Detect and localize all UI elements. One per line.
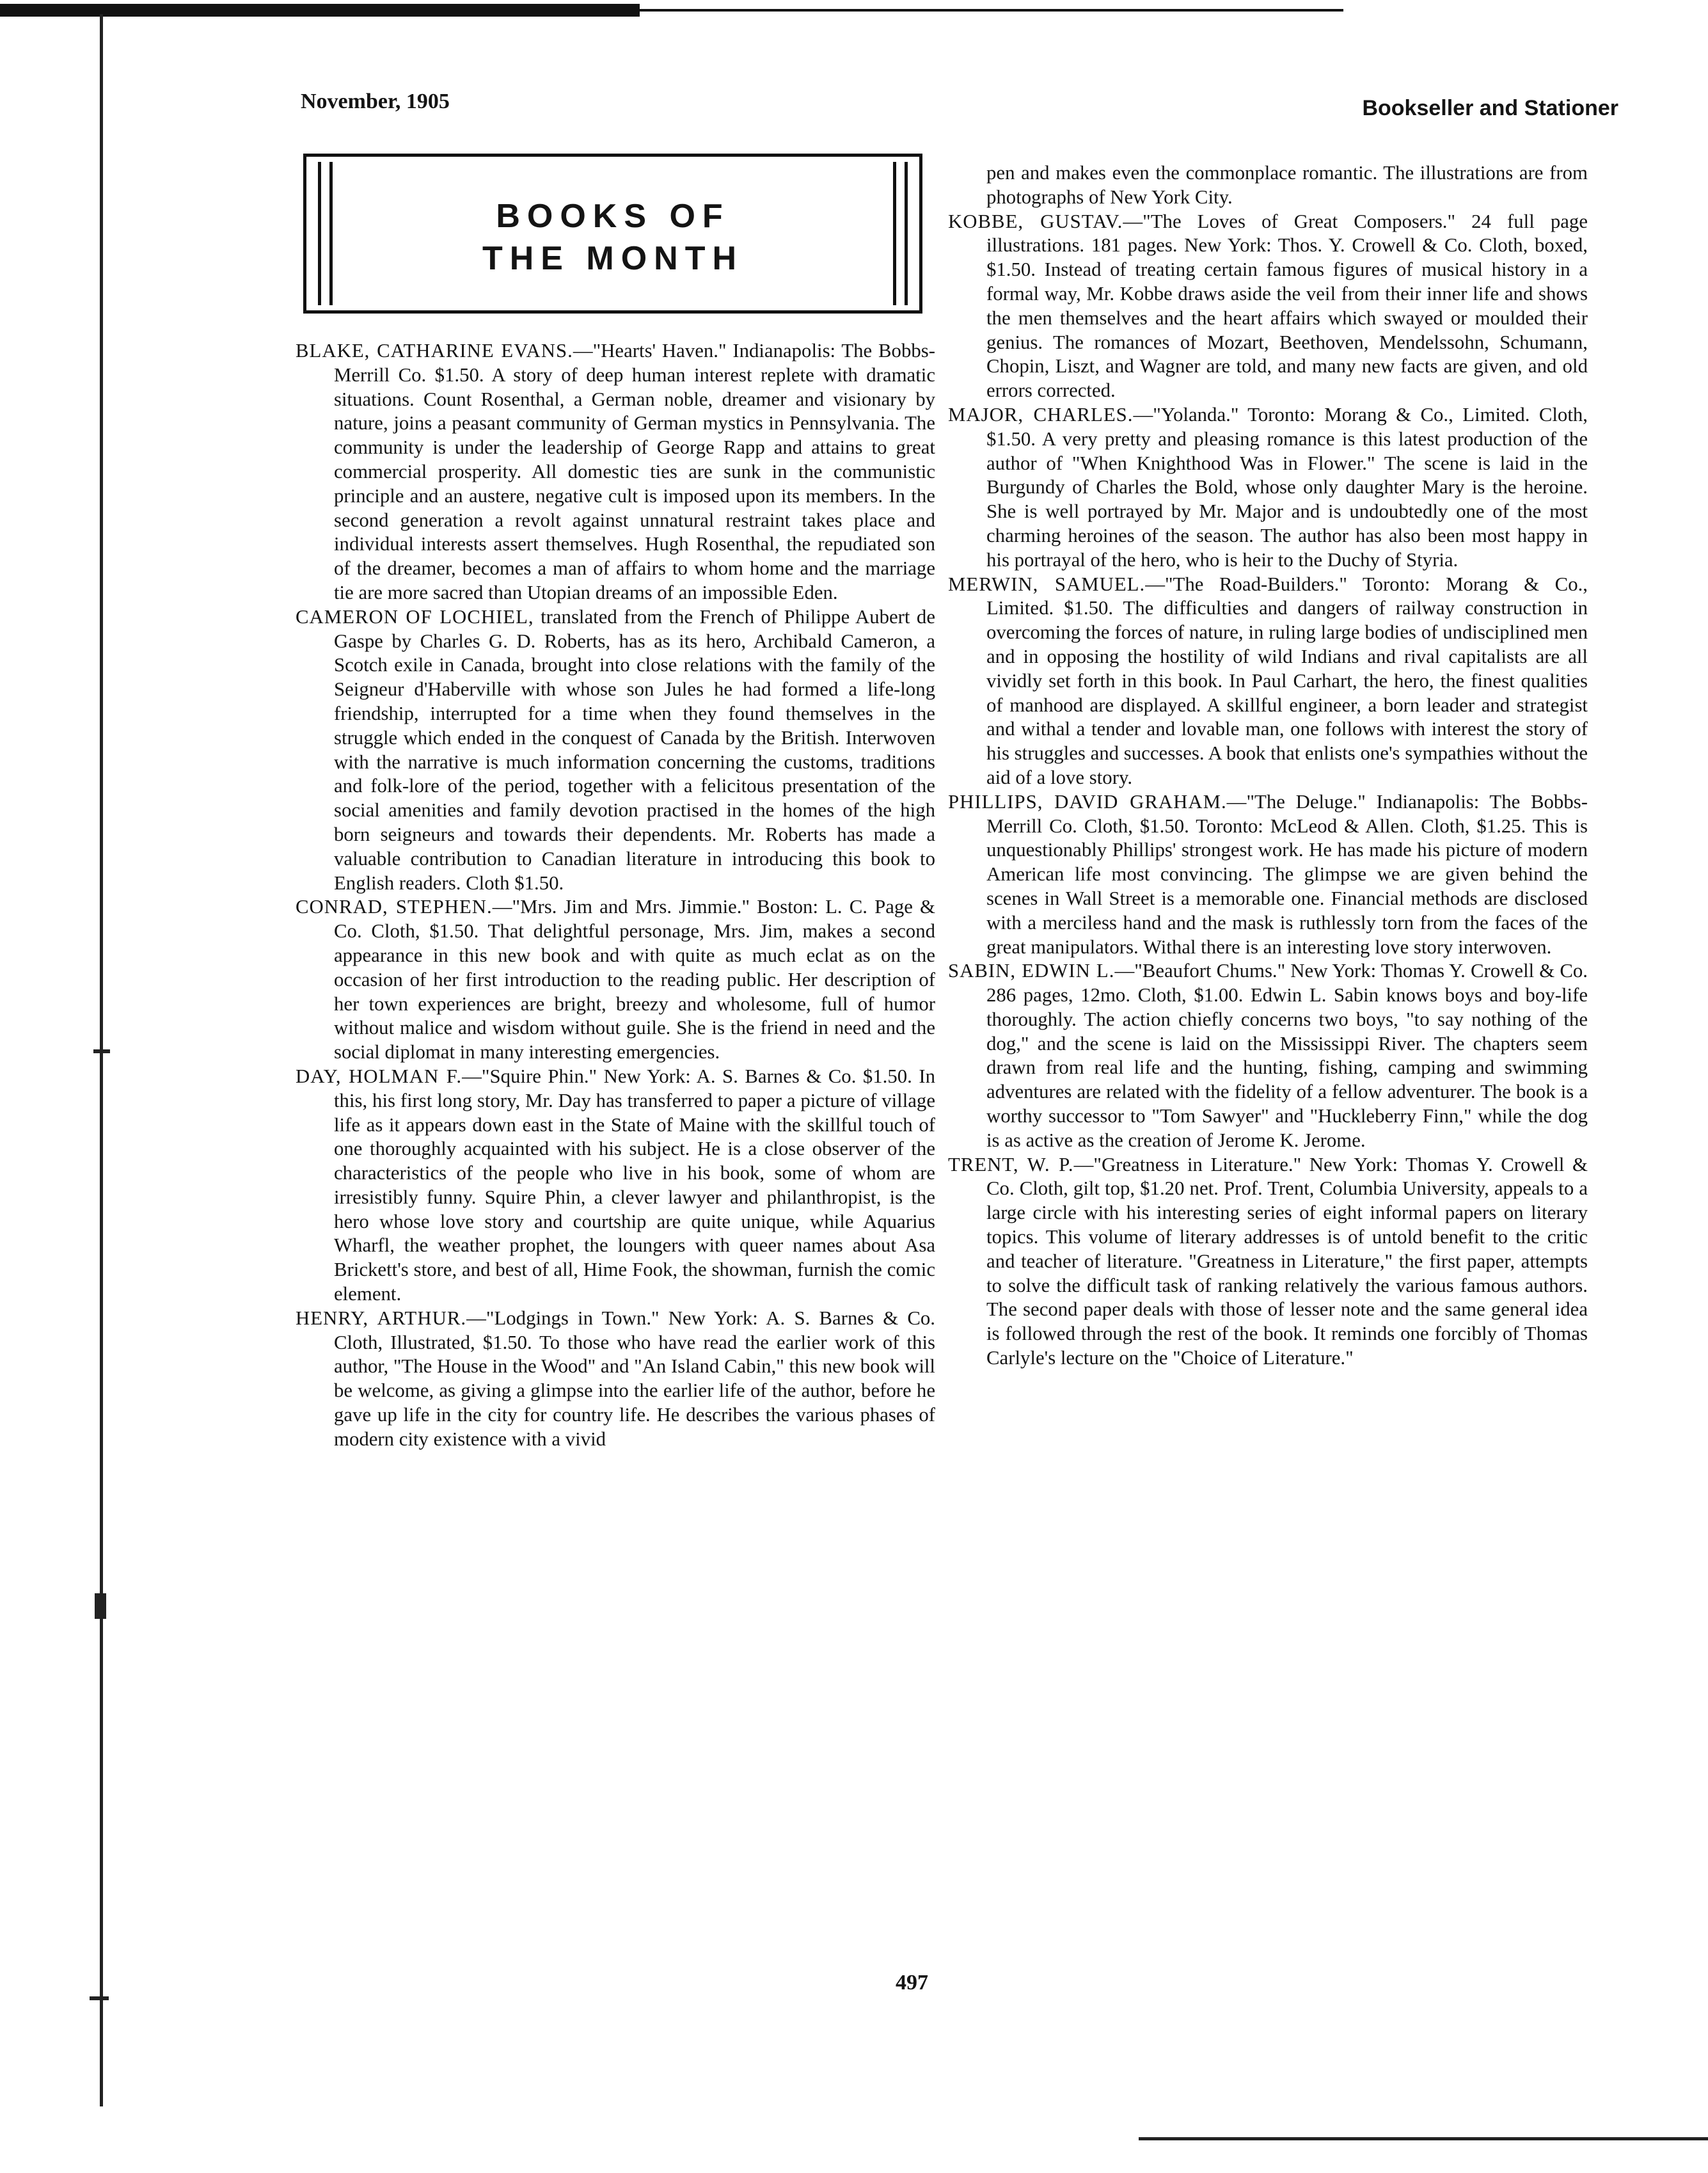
entry-heading: DAY, HOLMAN F. — [296, 1065, 463, 1087]
book-entry — [296, 605, 935, 896]
left-column — [296, 339, 935, 1452]
scan-mark — [93, 1049, 110, 1053]
book-entry — [296, 339, 935, 605]
book-entry — [948, 403, 1588, 573]
entry-continuation: pen and makes even the commonplace romantic. The illustrations are from photographs of New York City. — [986, 162, 1588, 208]
book-entry — [948, 573, 1588, 790]
entry-body: —"The Loves of Great Composers." 24 full page illustrations. 181 pages. New York: Thos. Y. Crowell & Co. Cloth, boxed, $1.50. Instead of treating certain famous figures of musical history in a formal way, Mr. Kobbe draws aside the veil from their inner life and shows the men themselves and the heart affairs which swayed or moulded their genius. The romances of Mozart, Beethoven, Mendelssohn, Schumann, Chopin, Liszt, and Wagner are told, and many new facts are given, and old errors corrected. — [986, 210, 1588, 402]
entry-body: —"The Deluge." Indianapolis: The Bobbs-Merrill Co. Cloth, $1.50. Toronto: McLeod & Allen. Cloth, $1.25. This is unquestionably Phillips' strongest work. He has made his picture of modern American life most convincing. The glimpse we are given behind the scenes in Wall Street is a memorable one. Financial methods are disclosed with a merciless hand and the mask is ruthlessly torn from the faces of the great manipulators. Withal there is an interesting love story interwoven. — [986, 790, 1588, 958]
entry-body: —"Greatness in Literature." New York: Thomas Y. Crowell & Co. Cloth, gilt top, $1.20 net. Prof. Trent, Columbia University, appeals to a large circle with his interesting series of eight informal papers on literary topics. This volume of literary addresses is of untold benefit to the critic and teacher of literature. "Greatness in Literature," the first paper, attempts to solve the difficult task of ranking relatively the various famous authors. The second paper deals with those of lesser note and the same general idea is followed through the rest of the book. It reminds one forcibly of Thomas Carlyle's lecture on the "Choice of Literature." — [986, 1153, 1588, 1369]
book-entry — [948, 790, 1588, 960]
entry-body: —"Yolanda." Toronto: Morang & Co., Limited. Cloth, $1.50. A very pretty and pleasing romance is this latest production of the author of "When Knighthood Was in Flower." The scene is laid in the Burgundy of Charles the Bold, whose only daughter Mary is the heroine. She is well portrayed by Mr. Major and is undoubtedly one of the most charming heroines of the season. The author has also been most happy in his portrayal of the hero, who is heir to the Duchy of Styria. — [986, 403, 1588, 571]
section-title — [306, 195, 919, 280]
entry-heading: MERWIN, SAMUEL. — [948, 573, 1146, 595]
running-head-date: November, 1905 — [301, 90, 450, 113]
entry-heading: PHILLIPS, DAVID GRAHAM. — [948, 790, 1227, 813]
scan-edge-top — [0, 4, 640, 17]
scan-edge-bottom — [1139, 2137, 1708, 2140]
entry-body: —"Beaufort Chums." New York: Thomas Y. Crowell & Co. 286 pages, 12mo. Cloth, $1.00. Edwin L. Sabin knows boys and boy-life thoroughly. The action chiefly concerns two boys, "to say nothing of the dog," and the scene is laid on the Mississippi River. The chapters seem drawn from real life and the hunting, fishing, camping and swimming adventures are related with the fidelity of a fellow adventurer. The book is a worthy successor to "Tom Sawyer" and "Huckleberry Finn," while the dog is as active as the creation of Jerome K. Jerome. — [986, 960, 1588, 1151]
entry-heading: CAMERON OF LOCHIEL, — [296, 605, 534, 628]
entry-body: —"Squire Phin." New York: A. S. Barnes & Co. $1.50. In this, his first long story, Mr. Day has transferred to paper a picture of village life as it appears down east in the State of Maine with the skillful touch of one thoroughly acquainted with his subject. He is a close observer of the characteristics of the people who live in his book, some of whom are irresistibly funny. Squire Phin, a clever lawyer and philanthropist, is the hero whose love story and courtship are quite unique, while Aquarius Wharfl, the weather prophet, the loungers with queer names about Asa Brickett's store, and best of all, Hime Fook, the showman, furnish the comic element. — [334, 1065, 935, 1305]
scan-edge-top-thin — [640, 9, 1343, 12]
running-head-journal: Bookseller and Stationer — [1362, 96, 1618, 120]
scan-edge-left — [100, 14, 103, 2106]
book-entry — [948, 959, 1588, 1152]
section-title-line2: THE MONTH — [482, 240, 744, 277]
book-entry — [948, 210, 1588, 403]
right-column — [948, 161, 1588, 1371]
scan-mark — [90, 1996, 109, 2000]
entry-body: —"Hearts' Haven." Indianapolis: The Bobbs-Merrill Co. $1.50. A story of deep human interest replete with dramatic situations. Count Rosenthal, a German noble, dreamer and visionary by nature, joins a peasant community of German mystics in Pennsylvania. The community is under the leadership of George Rapp and attains to great commercial prosperity. All domestic ties are sunk in the communistic principle and an austere, negative cult is imposed upon its members. In the second generation a revolt against unnatural restraint takes place and individual interests assert themselves. Hugh Rosenthal, the repudiated son of the dreamer, becomes a man of affairs to whom home and the marriage tie are more sacred than Utopian dreams of an impossible Eden. — [334, 340, 935, 603]
entry-heading: CONRAD, STEPHEN. — [296, 896, 493, 918]
entry-heading: TRENT, W. P. — [948, 1153, 1074, 1175]
entry-heading: SABIN, EDWIN L. — [948, 960, 1115, 982]
section-title-box — [303, 154, 922, 314]
entry-body: —"The Road-Builders." Toronto: Morang & Co., Limited. $1.50. The difficulties and dangers of railway construction in overcoming the forces of nature, in ruling large bodies of undisciplined men and in opposing the hostility of wild Indians and rival capitalists are all vividly set forth in this book. In Paul Carhart, the hero, the finest qualities of manhood are displayed. A skillful engineer, a born leader and strategist and withal a tender and lovable man, one follows with interest the story of his struggles and successes. A book that enlists one's sympathies without the aid of a love story. — [986, 573, 1588, 788]
book-entry — [296, 895, 935, 1065]
book-entry — [296, 1307, 935, 1452]
entry-body: —"Lodgings in Town." New York: A. S. Barnes & Co. Cloth, Illustrated, $1.50. To those who have read the earlier work of this author, "The House in the Wood" and "An Island Cabin," this new book will be welcome, as giving a glimpse into the earlier life of the author, before he gave up life in the city for country life. He describes the various phases of modern city existence with a vivid — [334, 1307, 936, 1450]
entry-heading: HENRY, ARTHUR. — [296, 1307, 467, 1329]
entry-body: translated from the French of Philippe Aubert de Gaspe by Charles G. D. Roberts, has as its hero, Archibald Cameron, a Scotch exile in Canada, brought into close relations with the family of the Seigneur d'Haberville with whose son Jules he had formed a life-long friendship, interrupted for a time when they found themselves in the struggle which ended in the conquest of Canada by the British. Interwoven with the narrative is much information concerning the customs, traditions and folk-lore of the period, together with a felicitous presentation of the social amenities and family devotion practised in the homes of the high born seigneurs and towards their dependents. Mr. Roberts has made a valuable contribution to Canadian literature in introducing this book to English readers. Cloth $1.50. — [334, 605, 935, 894]
book-entry — [948, 1153, 1588, 1371]
entry-heading: KOBBE, GUSTAV. — [948, 210, 1123, 232]
page-number: 497 — [896, 1971, 928, 1994]
entry-heading: BLAKE, CATHARINE EVANS. — [296, 340, 573, 362]
entry-heading: MAJOR, CHARLES. — [948, 403, 1134, 426]
entry-body: —"Mrs. Jim and Mrs. Jimmie." Boston: L. C. Page & Co. Cloth, $1.50. That delightful personage, Mrs. Jim, makes a second appearance in this new book and with quite as much eclat as on the occasion of her first introduction to the reading public. Her description of her town experiences are bright, breezy and wholesome, full of humor without malice and wisdom without guile. She is the friend in need and the social diplomat in many interesting emergencies. — [334, 896, 935, 1063]
section-title-line1: BOOKS OF — [496, 198, 730, 235]
book-entry — [296, 1065, 935, 1307]
scan-mark — [95, 1593, 106, 1619]
